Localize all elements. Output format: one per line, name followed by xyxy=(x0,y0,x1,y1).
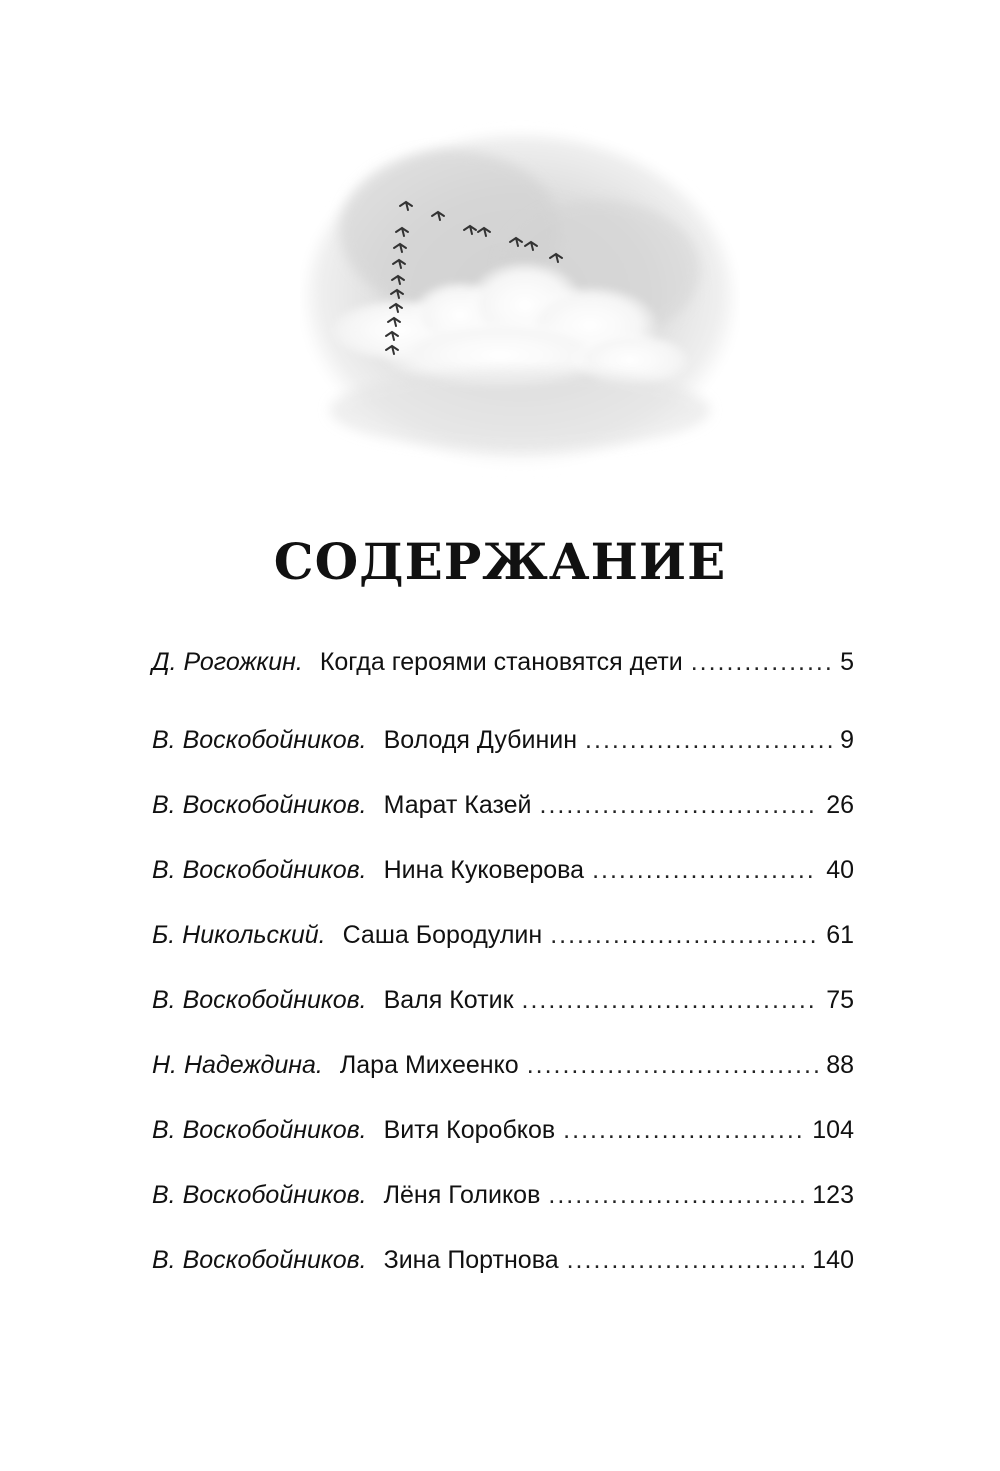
toc-entry[interactable] xyxy=(152,921,854,986)
toc-entry[interactable] xyxy=(152,1246,854,1311)
toc-story-title: Марат Казей xyxy=(383,791,532,819)
toc-entry[interactable] xyxy=(152,726,854,791)
toc-entry[interactable] xyxy=(152,1116,854,1181)
toc-author: В. Воскобойников. xyxy=(152,986,367,1014)
toc-story-title: Когда героями становятся дети xyxy=(319,648,683,676)
toc-author: Н. Надеждина. xyxy=(152,1051,323,1079)
toc-entry[interactable] xyxy=(152,856,854,921)
toc-author: В. Воскобойников. xyxy=(152,1181,367,1209)
page-title: СОДЕРЖАНИЕ xyxy=(273,532,727,591)
dot-leader xyxy=(691,648,832,677)
toc-story-title: Валя Котик xyxy=(383,986,514,1014)
toc-story-title: Витя Коробков xyxy=(383,1116,556,1144)
toc-author: В. Воскобойников. xyxy=(152,726,367,754)
toc-page-number: 26 xyxy=(826,791,854,819)
toc-entry[interactable] xyxy=(152,648,854,726)
dot-leader xyxy=(527,1051,819,1080)
toc-entry[interactable] xyxy=(152,986,854,1051)
toc-author: В. Воскобойников. xyxy=(152,1246,367,1274)
toc-story-title: Володя Дубинин xyxy=(383,726,578,754)
toc-page-number: 88 xyxy=(826,1051,854,1079)
cranes-in-clouds-icon xyxy=(300,120,740,490)
table-of-contents xyxy=(152,648,854,1311)
dot-leader xyxy=(567,1246,805,1275)
toc-author: В. Воскобойников. xyxy=(152,856,367,884)
toc-page-number: 104 xyxy=(812,1116,854,1144)
toc-page-number: 9 xyxy=(840,726,854,754)
toc-author: В. Воскобойников. xyxy=(152,791,367,819)
dot-leader xyxy=(540,791,819,820)
toc-page-number: 123 xyxy=(812,1181,854,1209)
dot-leader xyxy=(522,986,819,1015)
toc-page-number: 75 xyxy=(826,986,854,1014)
toc-story-title: Лара Михеенко xyxy=(339,1051,519,1079)
toc-story-title: Нина Куковерова xyxy=(383,856,585,884)
toc-entry[interactable] xyxy=(152,791,854,856)
dot-leader xyxy=(585,726,832,755)
toc-author: Б. Никольский. xyxy=(152,921,326,949)
toc-story-title: Саша Бородулин xyxy=(342,921,543,949)
toc-author: Д. Рогожкин. xyxy=(152,648,303,676)
dot-leader xyxy=(548,1181,804,1210)
dot-leader xyxy=(550,921,818,950)
toc-entry[interactable] xyxy=(152,1051,854,1116)
toc-page-number: 5 xyxy=(840,648,854,676)
toc-author: В. Воскобойников. xyxy=(152,1116,367,1144)
toc-page-number: 40 xyxy=(826,856,854,884)
toc-page-number: 140 xyxy=(812,1246,854,1274)
toc-story-title: Зина Портнова xyxy=(383,1246,559,1274)
toc-story-title: Лёня Голиков xyxy=(383,1181,541,1209)
toc-entry[interactable] xyxy=(152,1181,854,1246)
dot-leader xyxy=(592,856,818,885)
dot-leader xyxy=(563,1116,804,1145)
toc-page-number: 61 xyxy=(826,921,854,949)
